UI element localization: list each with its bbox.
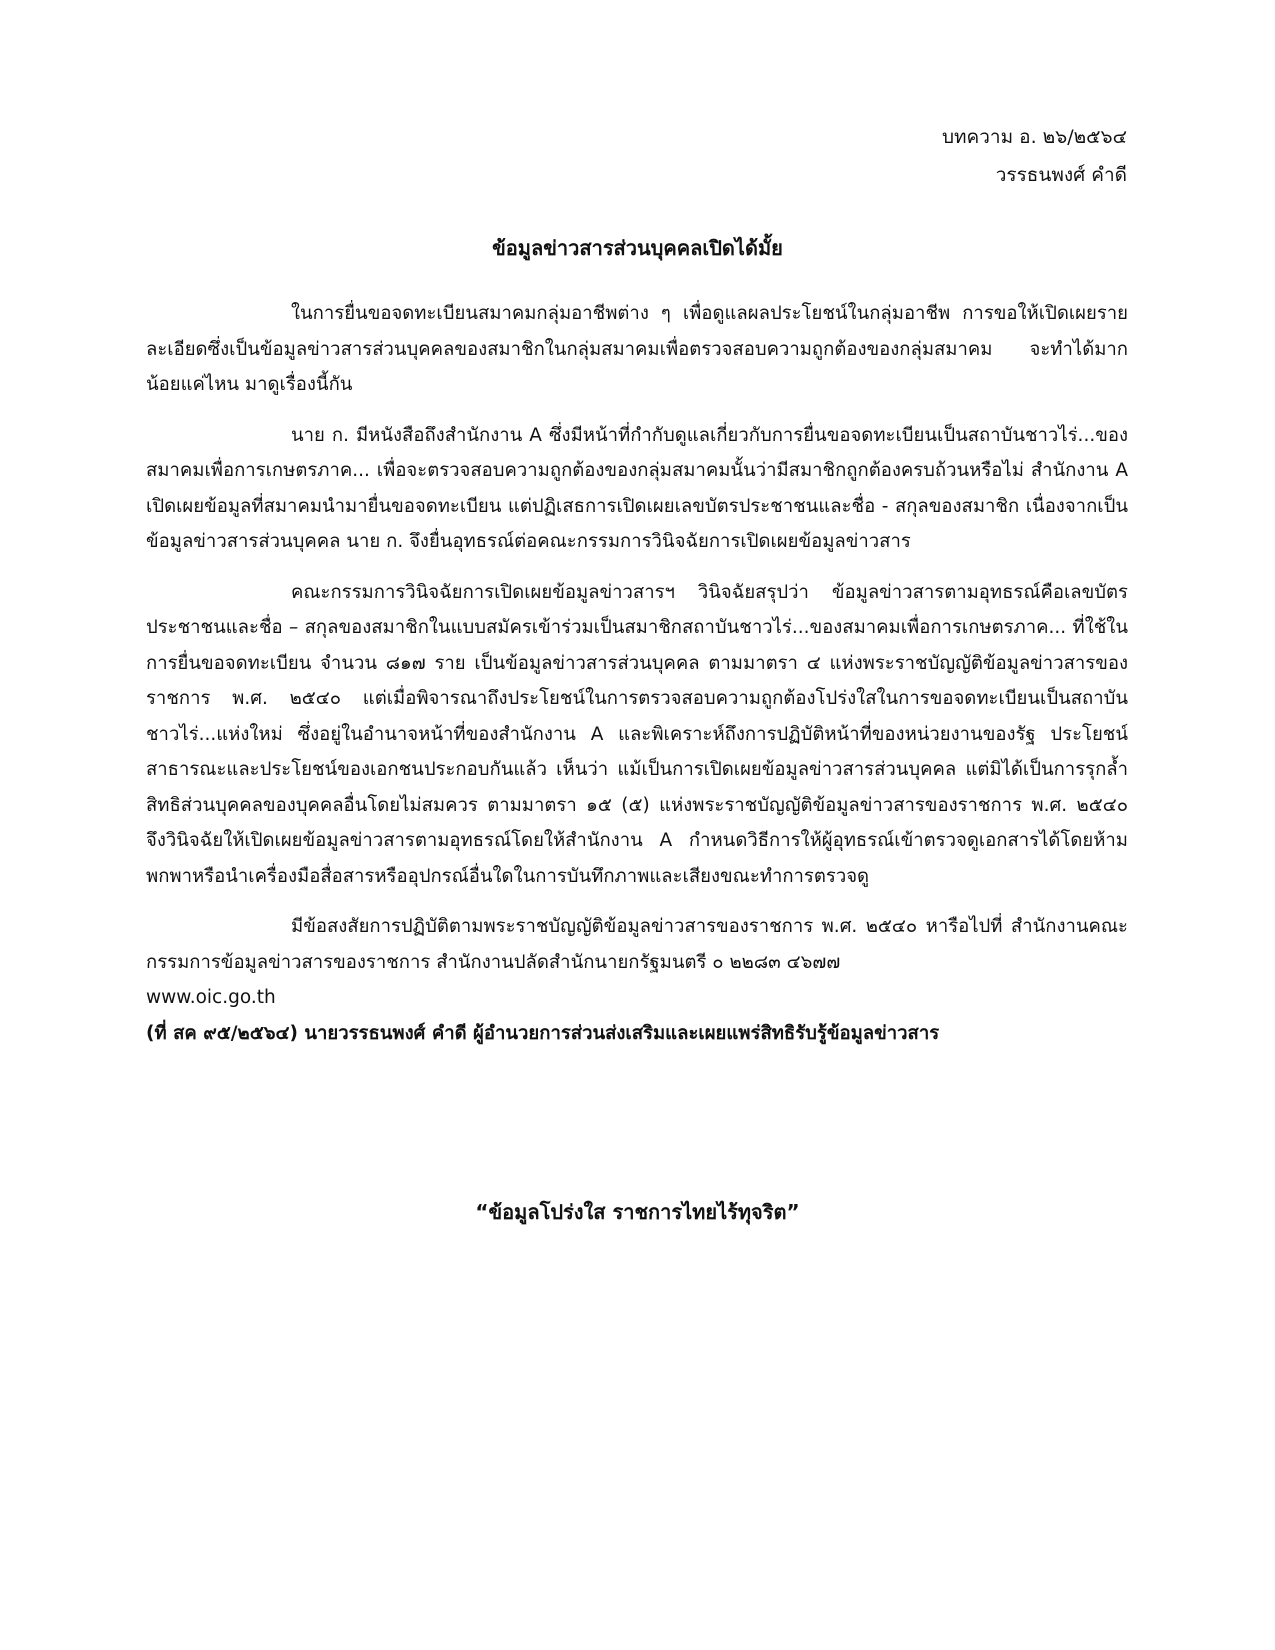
document-body	[146, 296, 1128, 1051]
paragraph-contact	[146, 909, 1128, 980]
slogan: “ข้อมูลโปร่งใส ราชการไทยไร้ทุจริต”	[475, 1200, 800, 1224]
paragraph-intro: ในการยื่นขอจดทะเบียนสมาคมกลุ่มอาชีพต่าง ๆ เพื่อดูแลผลประโยชน์ในกลุ่มอาชีพ การขอให้เปิดเผยรายละเอียดซึ่งเป็นข้อมูลข่าวสารส่วนบุคคลของสมาชิกในกลุ่มสมาคมเพื่อตรวจสอบความถูกต้องของกลุ่มสมาคม จะทำได้มากน้อยแค่ไหน มาดูเรื่องนี้กัน	[146, 303, 1128, 395]
paragraph-ruling: คณะกรรมการวินิจฉัยการเปิดเผยข้อมูลข่าวสารฯ วินิจฉัยสรุปว่า ข้อมูลข่าวสารตามอุทธรณ์คือเลขบัตรประชาชนและชื่อ – สกุลของสมาชิกในแบบสมัครเข้าร่วมเป็นสมาชิกสถาบันชาวไร่...ของสมาคมเพื่อการเกษตรภาค... ที่ใช้ในการยื่นขอจดทะเบียน จำนวน ๘๑๗ ราย เป็นข้อมูลข่าวสารส่วนบุคคล ตามมาตรา ๔ แห่งพระราชบัญญัติข้อมูลข่าวสารของราชการ พ.ศ. ๒๕๔๐ แต่เมื่อพิจารณาถึงประโยชน์ในการตรวจสอบความถูกต้องโปร่งใสในการขอจดทะเบียนเป็นสถาบันชาวไร่...แห่งใหม่ ซึ่งอยู่ในอำนาจหน้าที่ของสำนักงาน A และพิเคราะห์ถึงการปฏิบัติหน้าที่ของหน่วยงานของรัฐ ประโยชน์สาธารณะและประโยชน์ของเอกชนประกอบกันแล้ว เห็นว่า แม้เป็นการเปิดเผยข้อมูลข่าวสารส่วนบุคคล แต่มิได้เป็นการรุกล้ำสิทธิส่วนบุคคลของบุคคลอื่นโดยไม่สมควร ตามมาตรา ๑๕ (๕) แห่งพระราชบัญญัติข้อมูลข่าวสารของราชการ พ.ศ. ๒๕๔๐ จึงวินิจฉัยให้เปิดเผยข้อมูลข่าวสารตามอุทธรณ์โดยให้สำนักงาน A กำหนดวิธีการให้ผู้อุทธรณ์เข้าตรวจดูเอกสารได้โดยห้ามพกพาหรือนำเครื่องมือสื่อสารหรืออุปกรณ์อื่นใดในการบันทึกภาพและเสียงขณะทำการตรวจดู	[146, 581, 1128, 887]
contact-line-2: สำนักงานคณะกรรมการข้อมูลข่าวสารของราชการ สำนักงานปลัดสำนักนายกรัฐมนตรี ๐ ๒๒๘๓ ๔๖๗๗	[146, 916, 1128, 973]
article-author: วรรธนพงศ์ คำดี	[995, 164, 1127, 186]
website-link[interactable]: www.oic.go.th	[146, 987, 276, 1008]
article-header	[942, 118, 1127, 194]
paragraph-case: นาย ก. มีหนังสือถึงสำนักงาน A ซึ่งมีหน้าที่กำกับดูแลเกี่ยวกับการยื่นขอจดทะเบียนเป็นสถาบันชาวไร่...ของสมาคมเพื่อการเกษตรภาค... เพื่อจะตรวจสอบความถูกต้องของกลุ่มสมาคมนั้นว่ามีสมาชิกถูกต้องครบถ้วนหรือไม่ สำนักงาน A เปิดเผยข้อมูลที่สมาคมนำมายื่นขอจดทะเบียน แต่ปฏิเสธการเปิดเผยเลขบัตรประชาชนและชื่อ - สกุลของสมาชิก เนื่องจากเป็นข้อมูลข่าวสารส่วนบุคคล นาย ก. จึงยื่นอุทธรณ์ต่อคณะกรรมการวินิจฉัยการเปิดเผยข้อมูลข่าวสาร	[146, 424, 1128, 552]
document-title: ข้อมูลข่าวสารส่วนบุคคลเปิดได้มั้ย	[492, 236, 783, 260]
contact-line-1: มีข้อสงสัยการปฏิบัติตามพระราชบัญญัติข้อมูลข่าวสารของราชการ พ.ศ. ๒๕๔๐ หารือไปที่	[291, 916, 1003, 937]
reference-line: (ที่ สค ๙๕/๒๕๖๔) นายวรรธนพงศ์ คำดี ผู้อำนวยการส่วนส่งเสริมและเผยแพร่สิทธิรับรู้ข้อมูลข่าวสาร	[146, 1022, 940, 1044]
article-number: บทความ อ. ๒๖/๒๕๖๔	[941, 126, 1127, 148]
